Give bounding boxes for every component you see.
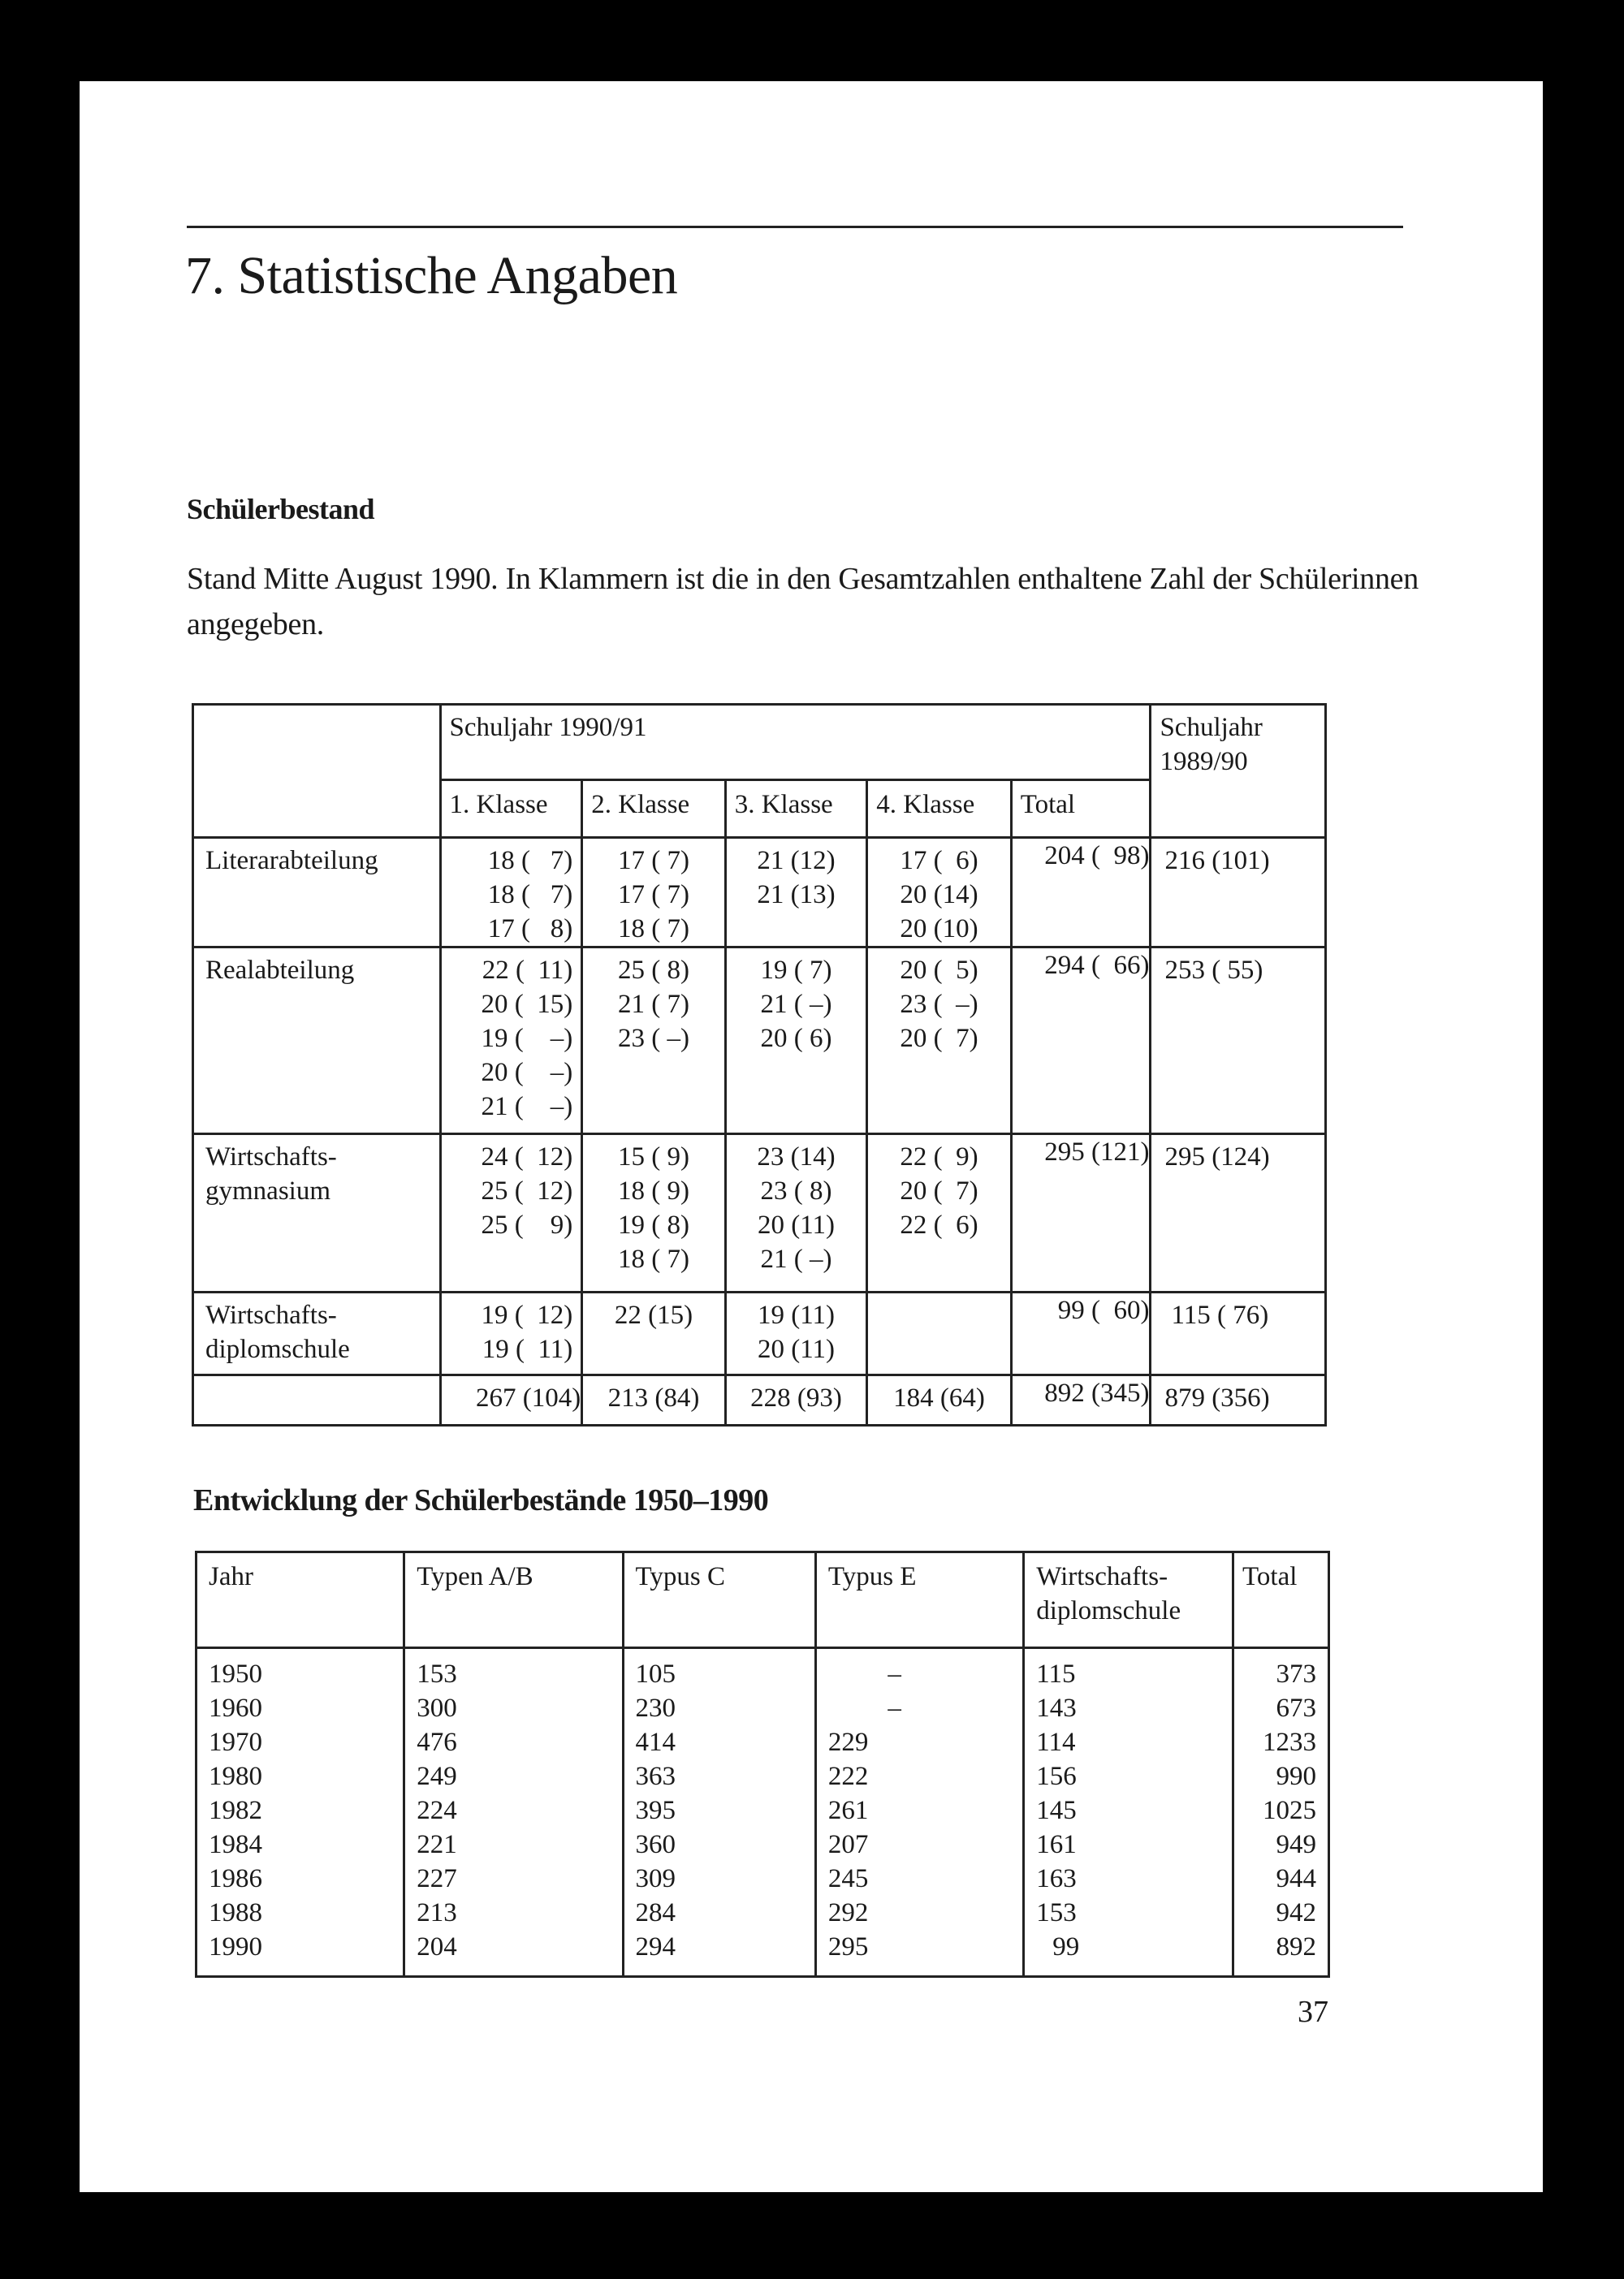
- table-row: 1980 249 363 222 156 990: [197, 1759, 1329, 1793]
- col-header-klasse-3: 3. Klasse: [725, 780, 867, 838]
- page-title: 7. Statistische Angaben: [185, 246, 678, 305]
- cell-klasse-3: 19 (11) 20 (11): [725, 1293, 867, 1375]
- cell-klasse-2: 15 ( 9) 18 ( 9) 19 ( 8) 18 ( 7): [582, 1134, 726, 1293]
- table1-group-header-row: [193, 705, 1326, 780]
- cell-klasse-2: 22 (15): [582, 1293, 726, 1375]
- table-row-literarabteilung: [193, 838, 1326, 947]
- row-label: Wirtschafts- gymnasium: [193, 1134, 441, 1293]
- cell-total: 204 ( 98): [1011, 838, 1151, 947]
- cell-klasse-4-total: 184 (64): [867, 1375, 1012, 1426]
- cell-previous-year: 295 (124): [1151, 1134, 1326, 1293]
- group-header-previous-year: Schuljahr 1989/90: [1151, 705, 1326, 838]
- table-row: 1960 300 230 – 143 673: [197, 1691, 1329, 1725]
- col-header-klasse-1: 1. Klasse: [440, 780, 582, 838]
- table-row: 1950 153 105 – 115 373: [197, 1648, 1329, 1692]
- cell-klasse-1: 22 ( 11) 20 ( 15) 19 ( –) 20 ( –) 21 ( –): [440, 947, 582, 1134]
- cell-grand-total: 892 (345): [1011, 1375, 1151, 1426]
- cell-klasse-4: 20 ( 5) 23 ( –) 20 ( 7): [867, 947, 1012, 1134]
- table1-corner-cell: [193, 705, 441, 838]
- table-row-wirtschaftsdiplomschule: [193, 1293, 1326, 1375]
- cell-previous-year-total: 879 (356): [1151, 1375, 1326, 1426]
- col-header-total: Total: [1233, 1552, 1329, 1648]
- section-heading-entwicklung: Entwicklung der Schülerbestände 1950–1990: [193, 1483, 769, 1517]
- header-rule: [187, 226, 1403, 228]
- cell-total: 294 ( 66): [1011, 947, 1151, 1134]
- table-row: 1984 221 360 207 161 949: [197, 1828, 1329, 1862]
- col-header-total: Total: [1011, 780, 1151, 838]
- table-row-totals: [193, 1375, 1326, 1426]
- cell-klasse-2: 25 ( 8) 21 ( 7) 23 ( –): [582, 947, 726, 1134]
- table2-header-row: [197, 1552, 1329, 1648]
- table-row: 1988 213 284 292 153 942: [197, 1896, 1329, 1930]
- group-header-current-year: Schuljahr 1990/91: [440, 705, 1151, 780]
- col-header-jahr: Jahr: [197, 1552, 404, 1648]
- cell-previous-year: 216 (101): [1151, 838, 1326, 947]
- page-number: 37: [1298, 1995, 1328, 2029]
- cell-klasse-1: 24 ( 12) 25 ( 12) 25 ( 9): [440, 1134, 582, 1293]
- table-row: 1982 224 395 261 145 1025: [197, 1793, 1329, 1828]
- cell-klasse-2: 17 ( 7) 17 ( 7) 18 ( 7): [582, 838, 726, 947]
- row-label: Literarabteilung: [193, 838, 441, 947]
- row-label: Wirtschafts- diplomschule: [193, 1293, 441, 1375]
- cell-total: 295 (121): [1011, 1134, 1151, 1293]
- cell-klasse-3: 19 ( 7) 21 ( –) 20 ( 6): [725, 947, 867, 1134]
- col-header-typus-c: Typus C: [623, 1552, 815, 1648]
- section-heading-schuelerbestand: Schülerbestand: [187, 493, 375, 525]
- enrollment-history-table: [195, 1551, 1330, 1978]
- cell-klasse-3-total: 228 (93): [725, 1375, 867, 1426]
- table-row: 1986 227 309 245 163 944: [197, 1862, 1329, 1896]
- cell-previous-year: 253 ( 55): [1151, 947, 1326, 1134]
- intro-paragraph: Stand Mitte August 1990. In Klammern ist die in den Gesamtzahlen enthaltene Zahl der Schülerinnen angegeben.: [187, 562, 1419, 641]
- cell-klasse-3: 23 (14) 23 ( 8) 20 (11) 21 ( –): [725, 1134, 867, 1293]
- document-page: [80, 81, 1543, 2192]
- cell-klasse-4: 22 ( 9) 20 ( 7) 22 ( 6): [867, 1134, 1012, 1293]
- col-header-typen-ab: Typen A/B: [404, 1552, 623, 1648]
- col-header-typus-e: Typus E: [815, 1552, 1023, 1648]
- cell-klasse-1: 19 ( 12) 19 ( 11): [440, 1293, 582, 1375]
- cell-klasse-4: [867, 1293, 1012, 1375]
- row-label: Realabteilung: [193, 947, 441, 1134]
- cell-klasse-3: 21 (12) 21 (13): [725, 838, 867, 947]
- table-row-wirtschaftsgymnasium: [193, 1134, 1326, 1293]
- table-row: 1970 476 414 229 114 1233: [197, 1725, 1329, 1759]
- student-count-table: [192, 703, 1327, 1427]
- table-row-realabteilung: [193, 947, 1326, 1134]
- cell-total: 99 ( 60): [1011, 1293, 1151, 1375]
- col-header-klasse-4: 4. Klasse: [867, 780, 1012, 838]
- cell-klasse-4: 17 ( 6) 20 (14) 20 (10): [867, 838, 1012, 947]
- cell-previous-year: 115 ( 76): [1151, 1293, 1326, 1375]
- row-label: [193, 1375, 441, 1426]
- cell-klasse-2-total: 213 (84): [582, 1375, 726, 1426]
- col-header-wirtschaftsdiplomschule: Wirtschafts- diplomschule: [1024, 1552, 1233, 1648]
- col-header-klasse-2: 2. Klasse: [582, 780, 726, 838]
- cell-klasse-1-total: 267 (104): [440, 1375, 582, 1426]
- table-row: 1990 204 294 295 99 892: [197, 1930, 1329, 1977]
- cell-klasse-1: 18 ( 7) 18 ( 7) 17 ( 8): [440, 838, 582, 947]
